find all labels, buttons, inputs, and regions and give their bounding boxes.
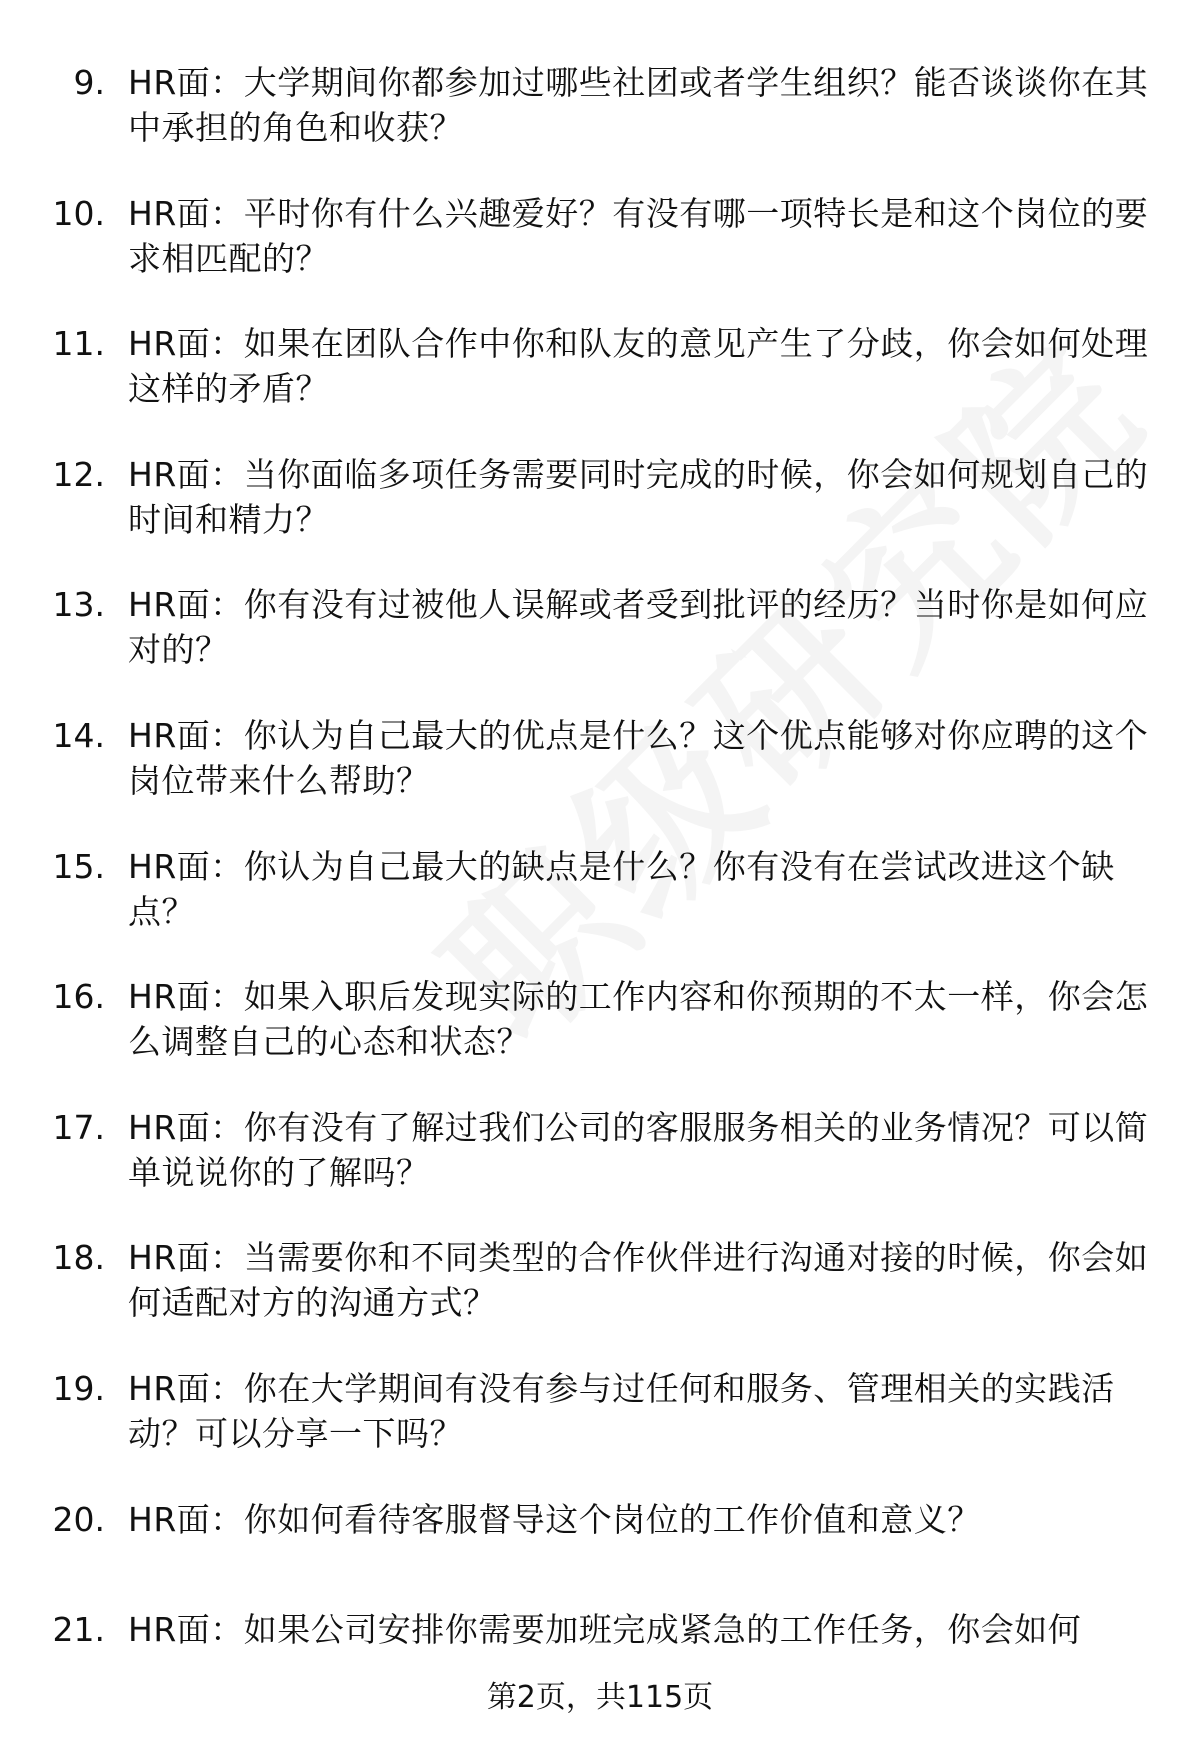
question-text [128,191,1160,281]
question-prefix: HR面： [128,1238,244,1278]
question-prefix: HR面： [128,324,244,364]
question-body: 你认为自己最大的缺点是什么？你有没有在尝试改进这个缺点？ [128,846,1115,931]
question-text [128,321,1160,411]
question-item [0,974,1200,1105]
question-text [128,1607,1160,1652]
question-item [0,452,1200,583]
question-body: 如果入职后发现实际的工作内容和你预期的不太一样，你会怎么调整自己的心态和状态？ [128,977,1149,1062]
question-prefix: HR面： [128,846,244,886]
question-number: 13. [52,585,105,625]
question-prefix: HR面： [128,193,244,233]
question-item [0,321,1200,452]
question-body: 你如何看待客服督导这个岗位的工作价值和意义？ [243,1499,981,1539]
question-number: 9. [73,63,105,102]
question-number: 15. [52,846,105,886]
question-text [128,60,1160,150]
question-body: 你有没有了解过我们公司的客服服务相关的业务情况？可以简单说说你的了解吗？ [128,1107,1149,1192]
question-prefix: HR面： [128,63,244,102]
question-prefix: HR面： [128,1499,244,1539]
question-item [0,844,1200,975]
question-prefix: HR面： [128,715,244,755]
question-text [128,1235,1160,1325]
question-text [128,1497,1160,1542]
question-prefix: HR面： [128,454,244,494]
question-item [0,60,1200,191]
question-text [128,1105,1160,1195]
question-number: 16. [52,977,105,1017]
question-text [128,582,1160,672]
question-body: 大学期间你都参加过哪些社团或者学生组织？能否谈谈你在其中承担的角色和收获？ [128,63,1149,147]
question-text [128,974,1160,1064]
question-text [128,844,1160,934]
question-number: 19. [52,1368,105,1408]
question-prefix: HR面： [128,585,244,625]
question-prefix: HR面： [128,1368,244,1408]
question-item [0,1105,1200,1236]
question-item [0,191,1200,322]
question-item [0,1235,1200,1366]
question-number: 20. [52,1499,105,1539]
question-number: 17. [52,1107,105,1147]
question-body: 如果公司安排你需要加班完成紧急的工作任务，你会如何 [243,1609,1082,1649]
question-number: 11. [52,324,105,364]
question-list [0,60,1200,1737]
question-number: 10. [52,193,105,233]
question-prefix: HR面： [128,1107,244,1147]
question-text [128,713,1160,803]
question-number: 12. [52,454,105,494]
question-item [0,582,1200,713]
question-prefix: HR面： [128,1609,244,1649]
question-prefix: HR面： [128,977,244,1017]
question-text [128,452,1160,542]
question-text [128,1366,1160,1456]
question-body: 平时你有什么兴趣爱好？有没有哪一项特长是和这个岗位的要求相匹配的？ [128,193,1149,278]
question-body: 当你面临多项任务需要同时完成的时候，你会如何规划自己的时间和精力？ [128,454,1149,539]
question-item [0,1497,1200,1607]
question-number: 21. [52,1609,105,1649]
question-number: 14. [52,715,105,755]
question-body: 你认为自己最大的优点是什么？这个优点能够对你应聘的这个岗位带来什么帮助？ [128,715,1149,800]
page-number-footer: 第2页，共115页 [486,1680,714,1715]
question-item [0,1366,1200,1497]
question-body: 如果在团队合作中你和队友的意见产生了分歧，你会如何处理这样的矛盾？ [128,324,1149,409]
question-body: 你有没有过被他人误解或者受到批评的经历？当时你是如何应对的？ [128,585,1149,670]
question-item [0,713,1200,844]
question-body: 你在大学期间有没有参与过任何和服务、管理相关的实践活动？可以分享一下吗？ [128,1368,1115,1453]
question-body: 当需要你和不同类型的合作伙伴进行沟通对接的时候，你会如何适配对方的沟通方式？ [128,1238,1149,1323]
question-number: 18. [52,1238,105,1278]
